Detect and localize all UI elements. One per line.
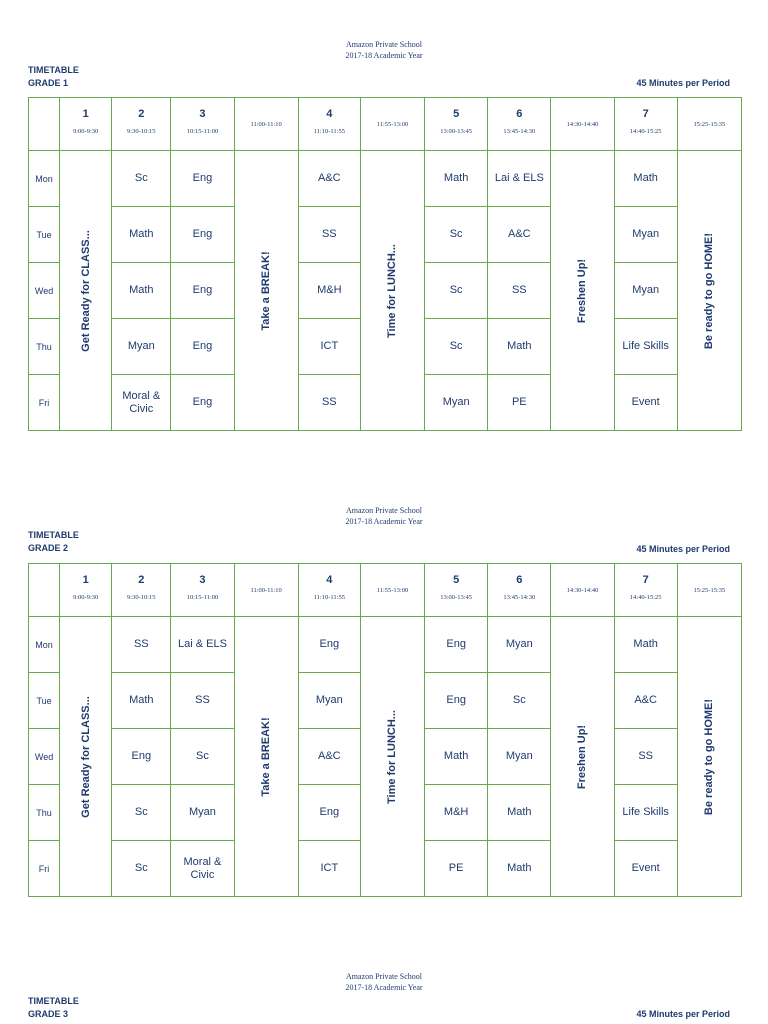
school-name: Amazon Private School	[346, 40, 422, 49]
subject-cell: Eng	[171, 207, 234, 263]
period-header: 5 13:00-13:45	[425, 564, 488, 617]
break-time-header: 15:25-15:35	[677, 564, 741, 617]
subject-cell: Eng	[425, 617, 488, 673]
break-time-header: 11:55-13:00	[360, 564, 424, 617]
vertical-message: Get Ready for CLASS...	[60, 617, 112, 897]
subject-cell: Myan	[614, 207, 677, 263]
vertical-message: Be ready to go HOME!	[677, 151, 741, 431]
subject-cell: A&C	[488, 207, 551, 263]
grade-label: GRADE 3	[28, 1009, 69, 1019]
period-header: 4 11:10-11:55	[298, 98, 360, 151]
minutes-per-period: 45 Minutes per Period	[636, 544, 730, 554]
day-cell: Thu	[29, 785, 60, 841]
subject-cell: Math	[112, 673, 171, 729]
subject-cell: Eng	[171, 151, 234, 207]
subject-cell: Event	[614, 841, 677, 897]
subject-cell: PE	[425, 841, 488, 897]
subject-cell: Lai & ELS	[488, 151, 551, 207]
subject-cell: SS	[112, 617, 171, 673]
minutes-per-period: 45 Minutes per Period	[636, 1009, 730, 1019]
period-header: 7 14:40-15:25	[614, 564, 677, 617]
school-name: Amazon Private School	[346, 506, 422, 515]
break-time-header: 11:00-11:10	[234, 98, 298, 151]
break-time-header: 14:30-14:40	[551, 98, 614, 151]
day-cell: Wed	[29, 729, 60, 785]
subject-cell: Myan	[298, 673, 360, 729]
subject-cell: Eng	[171, 319, 234, 375]
period-header: 1 9:00-9:30	[60, 564, 112, 617]
school-heading	[0, 39, 768, 61]
subject-cell: Myan	[425, 375, 488, 431]
break-time-header: 11:00-11:10	[234, 564, 298, 617]
subject-cell: M&H	[425, 785, 488, 841]
subject-cell: M&H	[298, 263, 360, 319]
header-row	[29, 98, 742, 151]
subject-cell: Myan	[488, 617, 551, 673]
timetable-label: TIMETABLE GRADE 2	[28, 530, 79, 553]
day-cell: Mon	[29, 617, 60, 673]
subject-cell: Math	[425, 151, 488, 207]
day-cell: Wed	[29, 263, 60, 319]
subject-cell: Math	[614, 151, 677, 207]
subject-cell: Sc	[425, 207, 488, 263]
grade-label: GRADE 2	[28, 543, 69, 553]
subject-cell: Eng	[298, 785, 360, 841]
vertical-message: Freshen Up!	[551, 151, 614, 431]
school-name: Amazon Private School	[346, 972, 422, 981]
timetable-label: TIMETABLE GRADE 3	[28, 996, 79, 1019]
period-header: 2 9:30-10:15	[112, 564, 171, 617]
subject-cell: Eng	[171, 263, 234, 319]
vertical-message: Time for LUNCH...	[360, 617, 424, 897]
subject-cell: SS	[171, 673, 234, 729]
grade-label: GRADE 1	[28, 78, 69, 88]
subject-cell: A&C	[614, 673, 677, 729]
table-row	[29, 151, 742, 207]
break-time-header: 11:55-13:00	[360, 98, 424, 151]
academic-year: 2017-18 Academic Year	[345, 51, 423, 60]
subject-cell: Myan	[112, 319, 171, 375]
period-header: 6 13:45-14:30	[488, 98, 551, 151]
vertical-message: Time for LUNCH...	[360, 151, 424, 431]
subject-cell: Math	[488, 319, 551, 375]
vertical-message: Take a BREAK!	[234, 617, 298, 897]
subject-cell: SS	[488, 263, 551, 319]
school-heading	[0, 505, 768, 527]
vertical-message: Take a BREAK!	[234, 151, 298, 431]
subject-cell: Sc	[425, 263, 488, 319]
academic-year: 2017-18 Academic Year	[345, 517, 423, 526]
subject-cell: Math	[488, 841, 551, 897]
period-header: 7 14:40-15:25	[614, 98, 677, 151]
period-header: 1 9:00-9:30	[60, 98, 112, 151]
subject-cell: Sc	[488, 673, 551, 729]
period-header: 6 13:45-14:30	[488, 564, 551, 617]
timetable-grid	[28, 97, 742, 431]
subject-cell: Life Skills	[614, 785, 677, 841]
break-time-header: 15:25-15:35	[677, 98, 741, 151]
subject-cell: Eng	[425, 673, 488, 729]
table-row	[29, 617, 742, 673]
timetable-label: TIMETABLE GRADE 1	[28, 65, 79, 88]
subject-cell: SS	[614, 729, 677, 785]
subject-cell: Eng	[171, 375, 234, 431]
period-header: 3 10:15-11:00	[171, 98, 234, 151]
subject-cell: Myan	[488, 729, 551, 785]
break-time-header: 14:30-14:40	[551, 564, 614, 617]
subject-cell: SS	[298, 375, 360, 431]
day-cell: Mon	[29, 151, 60, 207]
vertical-message: Get Ready for CLASS...	[60, 151, 112, 431]
minutes-per-period: 45 Minutes per Period	[636, 78, 730, 88]
subject-cell: Sc	[112, 151, 171, 207]
subject-cell: Sc	[171, 729, 234, 785]
subject-cell: Lai & ELS	[171, 617, 234, 673]
corner-cell	[29, 98, 60, 151]
subject-cell: Sc	[112, 841, 171, 897]
academic-year: 2017-18 Academic Year	[345, 983, 423, 992]
subject-cell: Math	[488, 785, 551, 841]
header-row	[29, 564, 742, 617]
subject-cell: Event	[614, 375, 677, 431]
subject-cell: Myan	[171, 785, 234, 841]
subject-cell: ICT	[298, 319, 360, 375]
vertical-message: Be ready to go HOME!	[677, 617, 741, 897]
day-cell: Tue	[29, 207, 60, 263]
subject-cell: PE	[488, 375, 551, 431]
subject-cell: Eng	[298, 617, 360, 673]
corner-cell	[29, 564, 60, 617]
subject-cell: Moral & Civic	[171, 841, 234, 897]
day-cell: Tue	[29, 673, 60, 729]
subject-cell: Sc	[425, 319, 488, 375]
subject-cell: ICT	[298, 841, 360, 897]
subject-cell: A&C	[298, 151, 360, 207]
vertical-message: Freshen Up!	[551, 617, 614, 897]
period-header: 4 11:10-11:55	[298, 564, 360, 617]
timetable-grid	[28, 563, 742, 897]
day-cell: Fri	[29, 375, 60, 431]
subject-cell: Math	[425, 729, 488, 785]
day-cell: Fri	[29, 841, 60, 897]
period-header: 3 10:15-11:00	[171, 564, 234, 617]
subject-cell: Sc	[112, 785, 171, 841]
subject-cell: Life Skills	[614, 319, 677, 375]
subject-cell: Math	[112, 207, 171, 263]
subject-cell: Moral & Civic	[112, 375, 171, 431]
subject-cell: Math	[112, 263, 171, 319]
period-header: 2 9:30-10:15	[112, 98, 171, 151]
subject-cell: Eng	[112, 729, 171, 785]
subject-cell: SS	[298, 207, 360, 263]
period-header: 5 13:00-13:45	[425, 98, 488, 151]
school-heading	[0, 971, 768, 993]
subject-cell: Myan	[614, 263, 677, 319]
day-cell: Thu	[29, 319, 60, 375]
subject-cell: A&C	[298, 729, 360, 785]
subject-cell: Math	[614, 617, 677, 673]
